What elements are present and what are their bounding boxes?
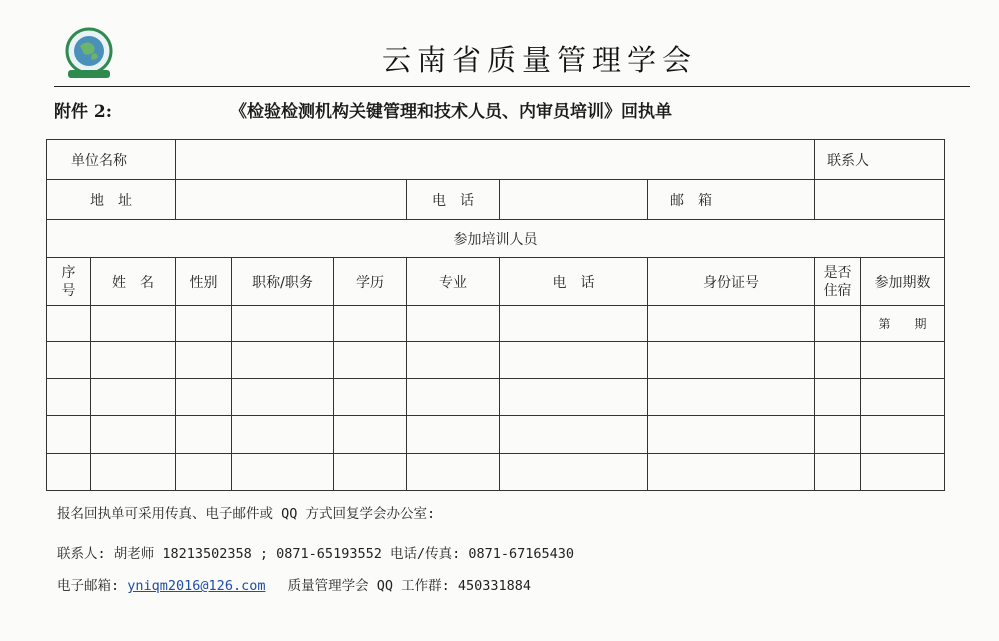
col-gender: 性别 — [176, 258, 232, 306]
col-name: 姓 名 — [91, 258, 176, 306]
phone-label: 电 话 — [407, 180, 500, 220]
footer-note: 报名回执单可采用传真、电子邮件或 QQ 方式回复学会办公室: — [57, 506, 436, 522]
email-link[interactable]: yniqm2016@126.com — [127, 578, 266, 594]
table-row — [47, 342, 945, 379]
col-education: 学历 — [334, 258, 407, 306]
participants-heading: 参加培训人员 — [47, 220, 945, 258]
table-row — [47, 416, 945, 454]
session-unit: 第 期 — [861, 306, 945, 342]
col-id-number: 身份证号 — [648, 258, 815, 306]
email-label: 邮 箱 — [648, 180, 815, 220]
footer-contact: 联系人: 胡老师 18213502358 ; 0871-65193552 电话/传真: 0871-67165430 — [57, 546, 575, 562]
registration-form-table — [46, 139, 945, 491]
org-title: 云南省质量管理学会 — [382, 43, 698, 77]
col-lodging: 是否住宿 — [815, 258, 861, 306]
society-logo — [58, 26, 120, 80]
col-title: 职称/职务 — [232, 258, 334, 306]
header-divider — [54, 86, 970, 87]
attachment-label: 附件 2: — [54, 102, 113, 122]
participants-heading-row — [47, 220, 945, 258]
col-phone: 电 话 — [500, 258, 648, 306]
phone-field[interactable] — [500, 180, 648, 220]
unit-name-field[interactable] — [176, 140, 815, 180]
qq-group: 质量管理学会 QQ 工作群: 450331884 — [287, 578, 532, 594]
col-seq: 序号 — [47, 258, 91, 306]
address-row — [47, 180, 945, 220]
column-header-row — [47, 258, 945, 306]
form-title: 《检验检测机构关键管理和技术人员、内审员培训》回执单 — [230, 102, 672, 122]
email-prefix: 电子邮箱: — [57, 578, 120, 594]
col-major: 专业 — [407, 258, 500, 306]
email-field[interactable] — [815, 180, 945, 220]
col-session-count: 参加期数 — [861, 258, 945, 306]
address-label: 地 址 — [47, 180, 176, 220]
table-row — [47, 454, 945, 491]
unit-name-label: 单位名称 — [47, 140, 176, 180]
unit-row — [47, 140, 945, 180]
contact-label: 联系人 — [815, 140, 945, 180]
table-row — [47, 306, 945, 342]
footer-email-line — [57, 574, 531, 594]
address-field[interactable] — [176, 180, 407, 220]
table-row — [47, 379, 945, 416]
